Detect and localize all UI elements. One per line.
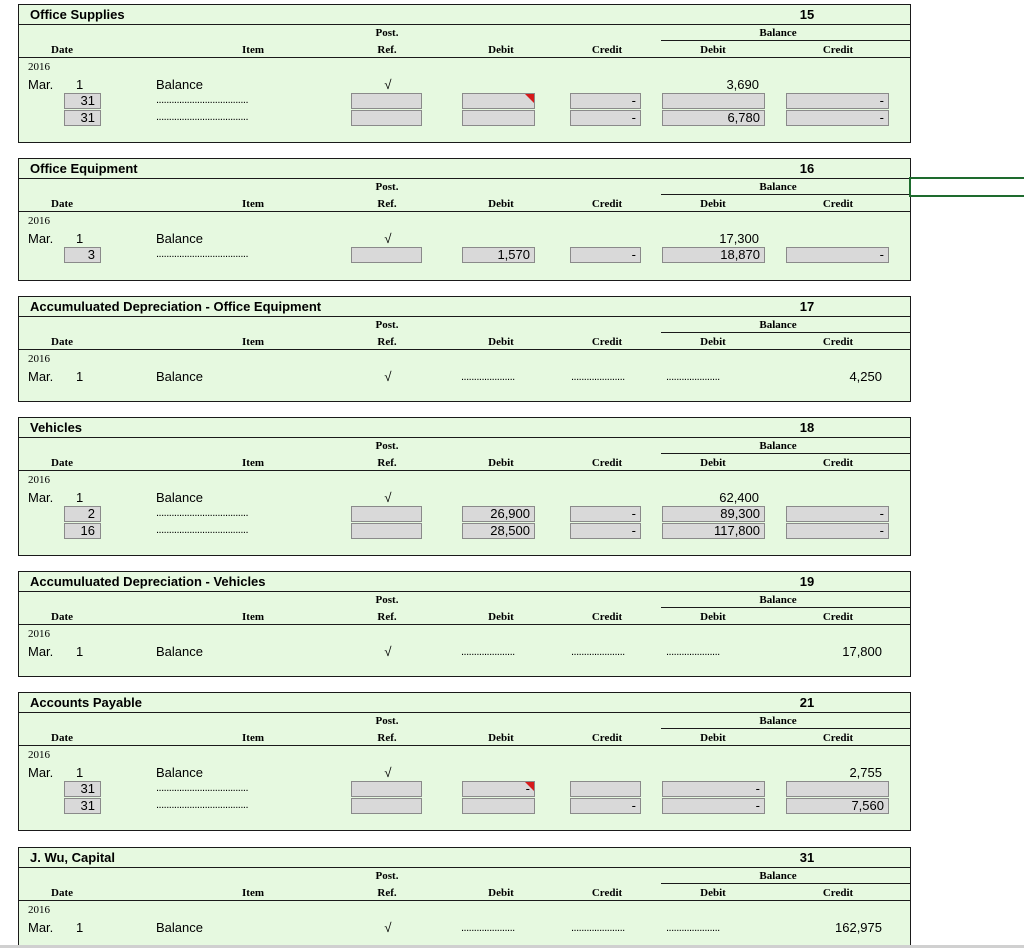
opening-balance-credit: 4,250 bbox=[849, 369, 882, 384]
opening-balance-label: Balance bbox=[156, 920, 203, 935]
balance-debit-header: Debit bbox=[700, 336, 726, 348]
post-ref-input[interactable] bbox=[351, 93, 422, 109]
date-header: Date bbox=[51, 887, 73, 899]
ref-header: Ref. bbox=[377, 887, 397, 899]
balance-debit-header: Debit bbox=[700, 198, 726, 210]
account-header bbox=[19, 693, 910, 713]
credit-header: Credit bbox=[591, 336, 623, 348]
balance-header: Balance bbox=[759, 319, 797, 331]
account-section bbox=[18, 296, 911, 402]
balance-debit-dots: ..................... bbox=[666, 646, 720, 658]
opening-balance-debit: 62,400 bbox=[719, 490, 759, 505]
debit-dots: ..................... bbox=[461, 371, 515, 383]
account-section bbox=[18, 571, 911, 677]
post-ref-input[interactable] bbox=[351, 110, 422, 126]
post-header: Post. bbox=[375, 715, 399, 727]
debit-input[interactable]: 26,900 bbox=[462, 506, 535, 522]
item-header: Item bbox=[242, 198, 264, 210]
opening-balance-credit: 162,975 bbox=[835, 920, 882, 935]
balance-debit-input[interactable] bbox=[662, 93, 765, 109]
column-header-divider bbox=[19, 349, 910, 350]
post-ref-check: √ bbox=[384, 77, 392, 92]
year-label: 2016 bbox=[28, 61, 50, 73]
credit-input[interactable] bbox=[570, 781, 641, 797]
item-dots: .................................... bbox=[156, 248, 249, 260]
balance-credit-input[interactable]: - bbox=[786, 523, 889, 539]
post-header: Post. bbox=[375, 440, 399, 452]
balance-credit-input[interactable]: - bbox=[786, 506, 889, 522]
account-header bbox=[19, 159, 910, 179]
balance-divider bbox=[661, 40, 911, 41]
account-number: 16 bbox=[799, 161, 815, 176]
credit-input[interactable]: - bbox=[570, 93, 641, 109]
ref-header: Ref. bbox=[377, 611, 397, 623]
balance-divider bbox=[661, 332, 911, 333]
post-ref-check: √ bbox=[384, 490, 392, 505]
month-label: Mar. bbox=[28, 231, 54, 246]
credit-header: Credit bbox=[591, 732, 623, 744]
date-day-input[interactable]: 2 bbox=[64, 506, 101, 522]
date-header: Date bbox=[51, 44, 73, 56]
month-label: Mar. bbox=[28, 920, 54, 935]
post-ref-input[interactable] bbox=[351, 781, 422, 797]
debit-input[interactable] bbox=[462, 93, 535, 109]
column-header-divider bbox=[19, 745, 910, 746]
opening-day: 1 bbox=[76, 765, 84, 780]
balance-header: Balance bbox=[759, 181, 797, 193]
balance-debit-input[interactable]: - bbox=[662, 798, 765, 814]
post-header: Post. bbox=[375, 27, 399, 39]
balance-credit-input[interactable]: 7,560 bbox=[786, 798, 889, 814]
item-dots: .................................... bbox=[156, 799, 249, 811]
opening-balance-label: Balance bbox=[156, 77, 203, 92]
balance-credit-header: Credit bbox=[822, 198, 854, 210]
year-label: 2016 bbox=[28, 353, 50, 365]
account-number: 15 bbox=[799, 7, 815, 22]
account-title: Accumuluated Depreciation - Vehicles bbox=[30, 574, 266, 589]
opening-day: 1 bbox=[76, 644, 84, 659]
balance-header: Balance bbox=[759, 594, 797, 606]
month-label: Mar. bbox=[28, 77, 54, 92]
post-ref-input[interactable] bbox=[351, 247, 422, 263]
balance-debit-input[interactable]: 89,300 bbox=[662, 506, 765, 522]
account-header bbox=[19, 297, 910, 317]
balance-credit-input[interactable] bbox=[786, 781, 889, 797]
credit-header: Credit bbox=[591, 457, 623, 469]
balance-debit-dots: ..................... bbox=[666, 922, 720, 934]
balance-header: Balance bbox=[759, 27, 797, 39]
account-section bbox=[18, 847, 911, 948]
comment-indicator-icon bbox=[525, 782, 534, 791]
account-number: 21 bbox=[799, 695, 815, 710]
debit-header: Debit bbox=[488, 887, 514, 899]
balance-debit-header: Debit bbox=[700, 44, 726, 56]
opening-day: 1 bbox=[76, 77, 84, 92]
opening-balance-label: Balance bbox=[156, 490, 203, 505]
balance-debit-header: Debit bbox=[700, 732, 726, 744]
debit-header: Debit bbox=[488, 611, 514, 623]
account-section bbox=[18, 158, 911, 281]
balance-divider bbox=[661, 883, 911, 884]
opening-balance-debit: 17,300 bbox=[719, 231, 759, 246]
credit-input[interactable]: - bbox=[570, 506, 641, 522]
post-ref-check: √ bbox=[384, 231, 392, 246]
column-header-divider bbox=[19, 211, 910, 212]
opening-balance-label: Balance bbox=[156, 765, 203, 780]
opening-day: 1 bbox=[76, 369, 84, 384]
balance-credit-input[interactable]: - bbox=[786, 110, 889, 126]
post-header: Post. bbox=[375, 319, 399, 331]
date-header: Date bbox=[51, 732, 73, 744]
item-dots: .................................... bbox=[156, 94, 249, 106]
debit-input[interactable]: - bbox=[462, 781, 535, 797]
month-label: Mar. bbox=[28, 644, 54, 659]
account-section bbox=[18, 417, 911, 556]
debit-dots: ..................... bbox=[461, 646, 515, 658]
account-title: Office Supplies bbox=[30, 7, 125, 22]
opening-day: 1 bbox=[76, 920, 84, 935]
balance-credit-input[interactable]: - bbox=[786, 247, 889, 263]
year-label: 2016 bbox=[28, 904, 50, 916]
account-section bbox=[18, 692, 911, 831]
balance-divider bbox=[661, 194, 911, 195]
post-ref-input[interactable] bbox=[351, 506, 422, 522]
balance-debit-input[interactable]: 18,870 bbox=[662, 247, 765, 263]
balance-divider bbox=[661, 728, 911, 729]
opening-day: 1 bbox=[76, 490, 84, 505]
item-header: Item bbox=[242, 611, 264, 623]
balance-debit-input[interactable]: 117,800 bbox=[662, 523, 765, 539]
item-dots: .................................... bbox=[156, 507, 249, 519]
debit-dots: ..................... bbox=[461, 922, 515, 934]
account-title: Vehicles bbox=[30, 420, 83, 435]
opening-balance-label: Balance bbox=[156, 644, 203, 659]
date-day-input[interactable]: 16 bbox=[64, 523, 101, 539]
column-header-divider bbox=[19, 57, 910, 58]
month-label: Mar. bbox=[28, 765, 54, 780]
balance-credit-header: Credit bbox=[822, 44, 854, 56]
opening-balance-credit: 2,755 bbox=[849, 765, 882, 780]
ref-header: Ref. bbox=[377, 457, 397, 469]
date-day-input[interactable]: 31 bbox=[64, 93, 101, 109]
credit-input[interactable]: - bbox=[570, 110, 641, 126]
ref-header: Ref. bbox=[377, 732, 397, 744]
account-header bbox=[19, 5, 910, 25]
post-header: Post. bbox=[375, 594, 399, 606]
opening-day: 1 bbox=[76, 231, 84, 246]
post-ref-input[interactable] bbox=[351, 523, 422, 539]
account-number: 31 bbox=[799, 850, 815, 865]
date-header: Date bbox=[51, 336, 73, 348]
credit-dots: ..................... bbox=[571, 922, 625, 934]
month-label: Mar. bbox=[28, 490, 54, 505]
account-header bbox=[19, 848, 910, 868]
debit-header: Debit bbox=[488, 336, 514, 348]
account-title: Accounts Payable bbox=[30, 695, 142, 710]
credit-dots: ..................... bbox=[571, 371, 625, 383]
ref-header: Ref. bbox=[377, 198, 397, 210]
credit-input[interactable]: - bbox=[570, 798, 641, 814]
balance-credit-input[interactable]: - bbox=[786, 93, 889, 109]
year-label: 2016 bbox=[28, 474, 50, 486]
balance-header: Balance bbox=[759, 440, 797, 452]
item-header: Item bbox=[242, 44, 264, 56]
post-header: Post. bbox=[375, 181, 399, 193]
account-header bbox=[19, 572, 910, 592]
post-ref-input[interactable] bbox=[351, 798, 422, 814]
account-number: 19 bbox=[799, 574, 815, 589]
date-header: Date bbox=[51, 457, 73, 469]
date-header: Date bbox=[51, 611, 73, 623]
account-section bbox=[18, 4, 911, 143]
item-dots: .................................... bbox=[156, 111, 249, 123]
item-dots: .................................... bbox=[156, 782, 249, 794]
item-header: Item bbox=[242, 457, 264, 469]
balance-debit-header: Debit bbox=[700, 611, 726, 623]
date-day-input[interactable]: 31 bbox=[64, 110, 101, 126]
debit-input[interactable]: 1,570 bbox=[462, 247, 535, 263]
selected-cell-outline bbox=[909, 177, 1024, 197]
credit-header: Credit bbox=[591, 611, 623, 623]
post-ref-check: √ bbox=[384, 920, 392, 935]
opening-balance-debit: 3,690 bbox=[726, 77, 759, 92]
balance-debit-header: Debit bbox=[700, 457, 726, 469]
balance-divider bbox=[661, 607, 911, 608]
item-dots: .................................... bbox=[156, 524, 249, 536]
year-label: 2016 bbox=[28, 628, 50, 640]
debit-header: Debit bbox=[488, 198, 514, 210]
balance-debit-input[interactable]: - bbox=[662, 781, 765, 797]
ref-header: Ref. bbox=[377, 336, 397, 348]
post-ref-check: √ bbox=[384, 644, 392, 659]
debit-header: Debit bbox=[488, 732, 514, 744]
debit-input[interactable]: 28,500 bbox=[462, 523, 535, 539]
balance-debit-input[interactable]: 6,780 bbox=[662, 110, 765, 126]
balance-header: Balance bbox=[759, 715, 797, 727]
credit-header: Credit bbox=[591, 887, 623, 899]
column-header-divider bbox=[19, 470, 910, 471]
balance-credit-header: Credit bbox=[822, 611, 854, 623]
debit-input[interactable] bbox=[462, 798, 535, 814]
debit-input[interactable] bbox=[462, 110, 535, 126]
balance-debit-header: Debit bbox=[700, 887, 726, 899]
item-header: Item bbox=[242, 887, 264, 899]
credit-header: Credit bbox=[591, 198, 623, 210]
balance-divider bbox=[661, 453, 911, 454]
year-label: 2016 bbox=[28, 215, 50, 227]
column-header-divider bbox=[19, 900, 910, 901]
credit-input[interactable]: - bbox=[570, 523, 641, 539]
debit-header: Debit bbox=[488, 44, 514, 56]
balance-credit-header: Credit bbox=[822, 336, 854, 348]
post-ref-check: √ bbox=[384, 765, 392, 780]
balance-credit-header: Credit bbox=[822, 887, 854, 899]
balance-debit-dots: ..................... bbox=[666, 371, 720, 383]
column-header-divider bbox=[19, 624, 910, 625]
opening-balance-label: Balance bbox=[156, 369, 203, 384]
balance-header: Balance bbox=[759, 870, 797, 882]
post-header: Post. bbox=[375, 870, 399, 882]
account-title: Office Equipment bbox=[30, 161, 138, 176]
date-day-input[interactable]: 31 bbox=[64, 798, 101, 814]
account-title: Accumuluated Depreciation - Office Equipment bbox=[30, 299, 322, 314]
comment-indicator-icon bbox=[525, 94, 534, 103]
debit-header: Debit bbox=[488, 457, 514, 469]
year-label: 2016 bbox=[28, 749, 50, 761]
credit-dots: ..................... bbox=[571, 646, 625, 658]
date-day-input[interactable]: 31 bbox=[64, 781, 101, 797]
balance-credit-header: Credit bbox=[822, 732, 854, 744]
account-header bbox=[19, 418, 910, 438]
item-header: Item bbox=[242, 732, 264, 744]
account-number: 17 bbox=[799, 299, 815, 314]
credit-input[interactable]: - bbox=[570, 247, 641, 263]
opening-balance-credit: 17,800 bbox=[842, 644, 882, 659]
date-day-input[interactable]: 3 bbox=[64, 247, 101, 263]
date-header: Date bbox=[51, 198, 73, 210]
item-header: Item bbox=[242, 336, 264, 348]
credit-header: Credit bbox=[591, 44, 623, 56]
opening-balance-label: Balance bbox=[156, 231, 203, 246]
account-title: J. Wu, Capital bbox=[30, 850, 115, 865]
balance-credit-header: Credit bbox=[822, 457, 854, 469]
account-number: 18 bbox=[799, 420, 815, 435]
month-label: Mar. bbox=[28, 369, 54, 384]
ref-header: Ref. bbox=[377, 44, 397, 56]
post-ref-check: √ bbox=[384, 369, 392, 384]
